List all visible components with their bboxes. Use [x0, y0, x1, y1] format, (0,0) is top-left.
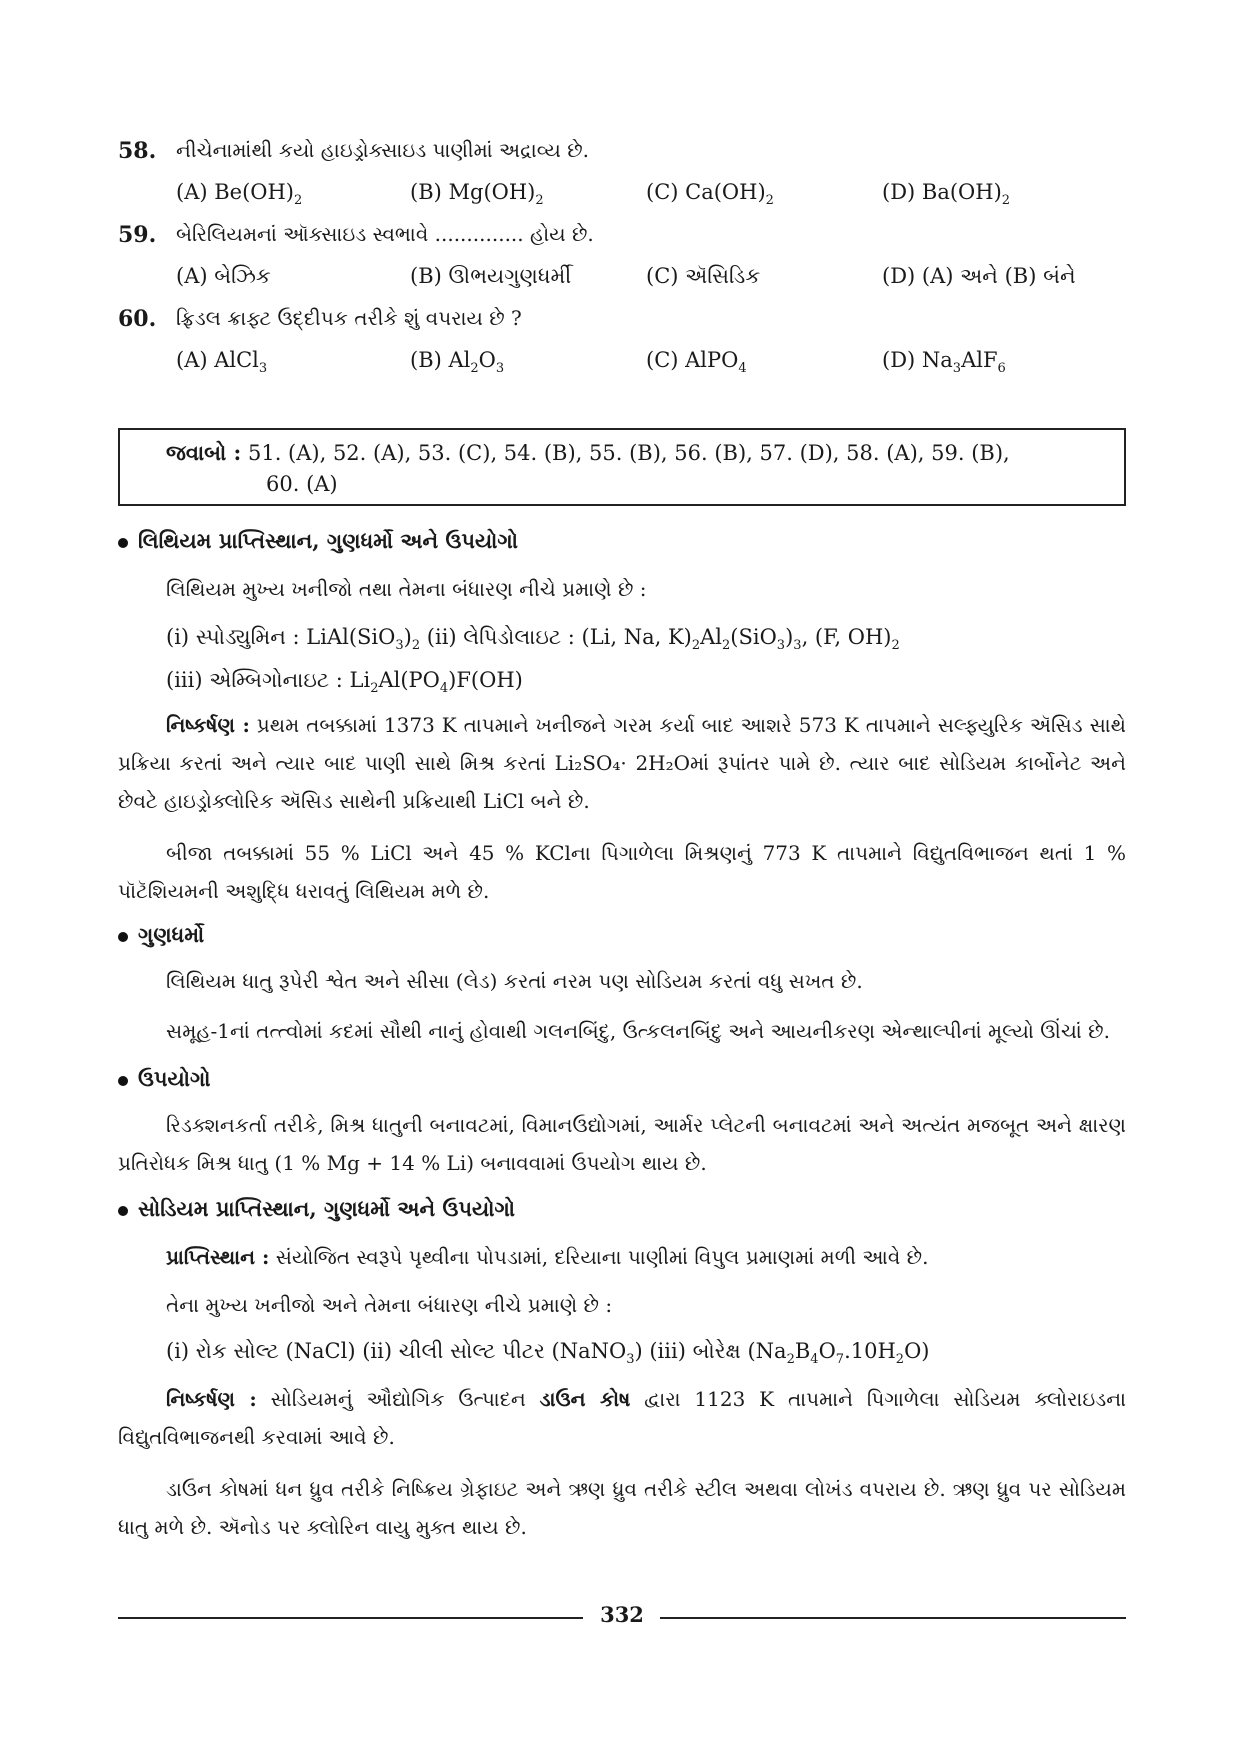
- lithium-second-stage: બીજા તબક્કામાં 55 % LiCl અને 45 % KClના પિગાળેલા મિશ્રણનું 773 K તાપમાને વિદ્યુતવિભાજન થતાં 1 % પૉટૅશિયમની અશુદ્ધિ ધરાવતું લિથિયમ મળે છે.: [118, 841, 1126, 903]
- option: (B) $Al_2O_3$: [410, 348, 505, 376]
- sodium-minerals: (i) રોક સોલ્ટ (NaCl) (ii) ચીલી સોલ્ટ પીટર (NaNO$_3$) (iii) બોરેક્ષ $(Na_2B_4O_7.10H_2O)$: [166, 1339, 930, 1367]
- sodium-source: પ્રાપ્તિસ્થાન : સંયોજિત સ્વરૂપે પૃથ્વીના પોપડામાં, દરિયાના પાણીમાં વિપુલ પ્રમાણમાં મળી આવે છે.: [166, 1245, 929, 1269]
- option: (A) $Be(OH)_2$: [176, 180, 303, 208]
- option: (B) $Mg(OH)_2$: [410, 180, 544, 208]
- option: (A) બેઝિક: [176, 264, 271, 288]
- option: (D) (A) અને (B) બંને: [882, 264, 1076, 288]
- option: (C) ઍસિડિક: [646, 264, 761, 288]
- sodium-heading: સોડિયમ પ્રાપ્તિસ્થાન, ગુણધર્મો અને ઉપયોગો: [118, 1196, 515, 1222]
- answers-line2: 60. (A): [266, 472, 338, 496]
- properties-heading: ગુણધર્મો: [118, 922, 204, 948]
- question-text: નીચેનામાંથી કયો હાઇડ્રોક્સાઇડ પાણીમાં અદ્રાવ્ય છે.: [176, 138, 590, 162]
- page-number: 332: [600, 1602, 644, 1627]
- question-number: 59.: [118, 222, 157, 248]
- uses-text: રિડક્શનકર્તા તરીકે, મિશ્ર ધાતુની બનાવટમાં, વિમાનઉદ્યોગમાં, આર્મર પ્લેટની બનાવટમાં અને અત્યંત મજબૂત અને ક્ષારણ પ્રતિરોધક મિશ્ર ધાતુ (1 % Mg + 14 % Li) બનાવવામાં ઉપયોગ થાય છે.: [118, 1113, 1126, 1175]
- footer-rule-right: [660, 1617, 1126, 1619]
- properties-text-2: સમૂહ-1નાં તત્ત્વોમાં કદમાં સૌથી નાનું હોવાથી ગલનબિંદુ, ઉત્કલનબિંદુ અને આયનીકરણ એન્થાલ્પીનાં મૂલ્યો ઊંચાં છે.: [166, 1019, 1111, 1043]
- option: (C) AlPO$_4$: [646, 348, 747, 376]
- bullet-icon: [118, 932, 128, 942]
- option: (D) $Na_3AlF_6$: [882, 348, 1006, 376]
- lithium-mineral-1: (i) સ્પોડ્યુમિન : $LiAl(SiO_3)_2$ (ii) લેપિડોલાઇટ : (Li, Na, $K)_2Al_2(SiO_3)_3$, (F, $OH)_2$: [166, 625, 900, 653]
- sodium-extraction: નિષ્કર્ષણ : સોડિયમનું ઔદ્યોગિક ઉત્પાદન ડાઉન કોષ દ્વારા 1123 K તાપમાને પિગાળેલા સોડિયમ ક્લોરાઇડના વિદ્યુતવિભાજનથી કરવામાં આવે છે.: [118, 1387, 1127, 1449]
- question-number: 60.: [118, 306, 157, 332]
- lithium-mineral-2: (iii) એમ્બિગોનાઇટ : $Li_2Al(PO_4)F(OH)$: [166, 668, 523, 696]
- option: (B) ઊભયગુણધર્મી: [410, 264, 572, 288]
- lithium-extraction: નિષ્કર્ષણ : પ્રથમ તબક્કામાં 1373 K તાપમાને ખનીજને ગરમ કર્યા બાદ આશરે 573 K તાપમાને સલ્ફ્યુરિક ઍસિડ સાથે પ્રક્રિયા કરતાં અને ત્યાર બાદ પાણી સાથે મિશ્ર કરતાં Li₂SO₄· 2H₂Oમાં રૂપાંતર પામે છે. ત્યાર બાદ સોડિયમ કાર્બોનેટ અને છેવટે હાઇડ્રોક્લોરિક ઍસિડ સાથેની પ્રક્રિયાથી LiCl બને છે.: [118, 713, 1127, 813]
- question-text: બેરિલિયમનાં ઑક્સાઇડ સ્વભાવે .............. હોય છે.: [176, 222, 594, 246]
- lithium-intro: લિથિયમ મુખ્ય ખનીજો તથા તેમના બંધારણ નીચે પ્રમાણે છે :: [166, 577, 647, 601]
- bullet-icon: [118, 538, 128, 548]
- down-cell-text: ડાઉન કોષમાં ધન ધ્રુવ તરીકે નિષ્ક્રિય ગ્રેફાઇટ અને ઋણ ધ્રુવ તરીકે સ્ટીલ અથવા લોખંડ વપરાય છે. ઋણ ધ્રુવ પર સોડિયમ ધાતુ મળે છે. ઍનોડ પર ક્લોરિન વાયુ મુક્ત થાય છે.: [118, 1477, 1126, 1539]
- question-number: 58.: [118, 138, 157, 164]
- sodium-intro: તેના મુખ્ય ખનીજો અને તેમના બંધારણ નીચે પ્રમાણે છે :: [166, 1293, 613, 1317]
- uses-heading: ઉપયોગો: [118, 1066, 211, 1092]
- answer-box: [118, 428, 1126, 506]
- bullet-icon: [118, 1076, 128, 1086]
- answers-line1: જવાબો : 51. (A), 52. (A), 53. (C), 54. (B), 55. (B), 56. (B), 57. (D), 58. (A), 59. (B),: [166, 440, 1010, 465]
- properties-text-1: લિથિયમ ધાતુ રૂપેરી શ્વેત અને સીસા (લેડ) કરતાં નરમ પણ સોડિયમ કરતાં વધુ સખત છે.: [166, 969, 863, 993]
- option: (D) $Ba(OH)_2$: [882, 180, 1011, 208]
- bullet-icon: [118, 1206, 128, 1216]
- option: (C) $Ca(OH)_2$: [646, 180, 774, 208]
- option: (A) AlCl$_3$: [176, 348, 268, 376]
- lithium-heading: લિથિયમ પ્રાપ્તિસ્થાન, ગુણધર્મો અને ઉપયોગો: [118, 528, 518, 554]
- question-text: ફ્રિડલ ક્રાફ્ટ ઉદ્દીપક તરીકે શું વપરાય છે ?: [176, 306, 522, 330]
